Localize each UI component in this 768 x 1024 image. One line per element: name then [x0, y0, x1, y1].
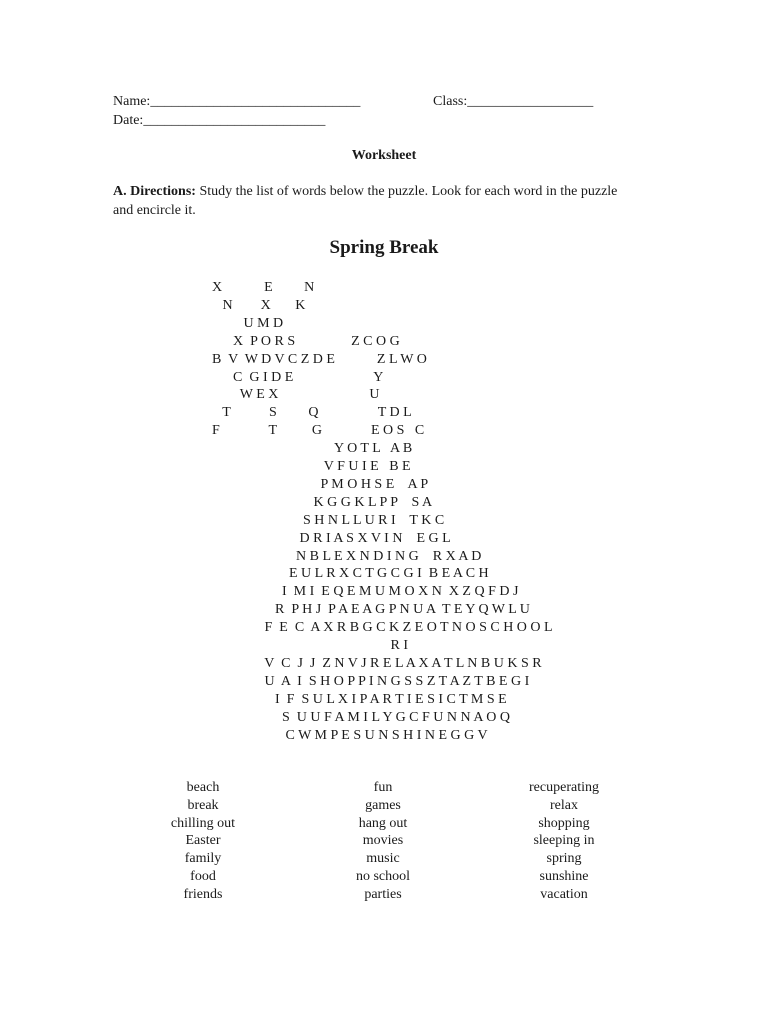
grid-row: F T G E O S C [212, 423, 425, 439]
grid-row: X E N [212, 280, 315, 295]
grid-row: I M I E Q E M U M O X N X Z Q F D J [212, 584, 519, 600]
name-field: Name:______________________________ [113, 94, 361, 109]
directions-text: Study the list of words below the puzzle. Look for each word in the puzzle and encircle it. [113, 184, 618, 218]
grid-row: C W M P E S U N S H I N E G G V [212, 727, 488, 743]
word-list-item: recuperating [529, 780, 599, 795]
word-list-item: Easter [185, 833, 221, 849]
word-list-item: friends [183, 886, 223, 902]
grid-row: V F U I E B E [212, 459, 411, 474]
grid-row: C G I D E Y [212, 369, 384, 385]
word-list-item: parties [364, 886, 402, 902]
word-list-item: sunshine [539, 868, 589, 884]
word-list-item: vacation [540, 886, 588, 902]
grid-row: U M D [212, 315, 284, 331]
word-list-item: family [184, 851, 222, 867]
word-list-item: movies [362, 833, 404, 849]
grid-row: U A I S H O P P I N G S S Z T A Z T B E G I [212, 673, 530, 689]
grid-row: Y O T L A B [212, 441, 413, 457]
grid-row: F E C A X R B G C K Z E O T N O S C H O O L [212, 620, 553, 636]
directions-lead: A. Directions: [113, 184, 196, 199]
word-list-item: shopping [538, 815, 590, 831]
word-list-item: food [190, 868, 216, 884]
word-list-item: beach [186, 780, 220, 795]
grid-row: N X K [212, 297, 306, 313]
word-list-column-1 [143, 779, 263, 904]
grid-row: R I [212, 638, 408, 653]
grid-row: I F S U L X I P A R T I E S I C T M S E [212, 691, 507, 707]
worksheet-title: Worksheet [351, 148, 417, 163]
grid-row: B V W D V C Z D E Z L W O [212, 351, 427, 367]
grid-row: R P H J P A E A G P N U A T E Y Q W L U [212, 602, 530, 618]
word-list-item: no school [355, 868, 411, 884]
word-list-item: games [365, 797, 401, 813]
grid-row: D R I A S X V I N E G L [212, 530, 451, 546]
grid-row: K G G K L P P S A [212, 494, 433, 510]
grid-row: E U L R X C T G C G I B E A C H [212, 566, 489, 582]
class-field: Class:__________________ [433, 94, 594, 109]
word-list-item: music [366, 851, 400, 867]
word-list-item: break [187, 797, 219, 813]
word-list-item: fun [373, 780, 393, 795]
word-list-item: chilling out [170, 815, 236, 831]
grid-row: W E X U [212, 387, 380, 403]
grid-row: T S Q T D L [212, 405, 412, 421]
word-list-item: relax [550, 797, 578, 813]
grid-row: S H N L L U R I T K C [212, 512, 445, 528]
grid-row: V C J J Z N V J R E L A X A T L N B U K S R [212, 655, 542, 671]
word-list-column-2 [323, 779, 443, 904]
grid-row: P M O H S E A P [212, 476, 429, 492]
directions [113, 182, 633, 220]
grid-row: N B L E X N D I N G R X A D [212, 548, 482, 564]
word-list-item: hang out [358, 815, 408, 831]
grid-row: X P O R S Z C O G [212, 333, 400, 349]
grid-row: S U U F A M I L Y G C F U N N A O Q [212, 709, 510, 725]
word-list-item: spring [546, 851, 582, 867]
word-list-column-3 [494, 779, 634, 904]
puzzle-title: Spring Break [329, 237, 439, 258]
word-list-item: sleeping in [533, 833, 595, 849]
date-field: Date:__________________________ [113, 113, 326, 128]
